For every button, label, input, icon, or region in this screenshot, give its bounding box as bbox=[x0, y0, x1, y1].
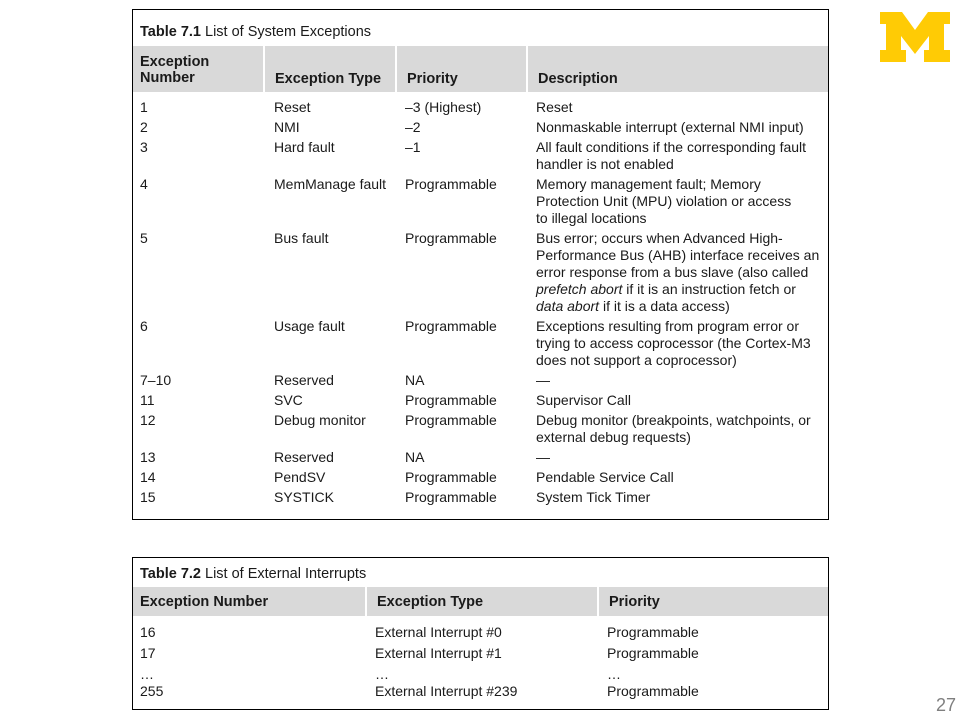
cell-type: MemManage fault bbox=[274, 176, 387, 192]
table-row bbox=[133, 624, 828, 645]
cell-priority: –2 bbox=[405, 119, 421, 135]
system-exceptions-table bbox=[132, 9, 829, 520]
description-line: trying to access coprocessor (the Cortex-M3 bbox=[536, 335, 811, 351]
cell-priority: NA bbox=[405, 449, 425, 465]
cell-type: Reset bbox=[274, 99, 311, 115]
table-row bbox=[133, 469, 828, 489]
cell-description bbox=[536, 119, 822, 136]
cell-number: 1 bbox=[140, 99, 148, 115]
description-line: Memory management fault; Memory bbox=[536, 176, 761, 192]
cell-priority: Programmable bbox=[607, 624, 699, 640]
cell-priority: Programmable bbox=[405, 412, 497, 428]
cell-description bbox=[536, 230, 822, 315]
cell-number: 16 bbox=[140, 624, 156, 640]
table-row bbox=[133, 412, 828, 449]
table-row bbox=[133, 99, 828, 119]
description-line: handler is not enabled bbox=[536, 156, 674, 172]
cell-description bbox=[536, 469, 822, 486]
cell-type: Reserved bbox=[274, 372, 334, 388]
description-line: Bus error; occurs when Advanced High- bbox=[536, 230, 783, 246]
cell-number: 12 bbox=[140, 412, 156, 428]
table-row bbox=[133, 666, 828, 683]
table-body bbox=[133, 624, 828, 704]
cell-priority: –3 (Highest) bbox=[405, 99, 482, 115]
table-row bbox=[133, 449, 828, 469]
italic-term: prefetch abort bbox=[536, 281, 623, 297]
description-line: — bbox=[536, 449, 550, 465]
cell-description bbox=[536, 449, 822, 466]
description-line: to illegal locations bbox=[536, 210, 647, 226]
cell-priority: Programmable bbox=[405, 489, 497, 505]
description-line: Nonmaskable interrupt (external NMI input) bbox=[536, 119, 804, 135]
description-line: prefetch abort if it is an instruction fetch or bbox=[536, 281, 796, 297]
description-line: Supervisor Call bbox=[536, 392, 631, 408]
cell-number: 13 bbox=[140, 449, 156, 465]
description-line: Protection Unit (MPU) violation or access bbox=[536, 193, 792, 209]
table-row bbox=[133, 392, 828, 412]
cell-number: 5 bbox=[140, 230, 148, 246]
header-priority: Priority bbox=[597, 587, 828, 616]
table-header bbox=[133, 46, 828, 92]
description-line: Exceptions resulting from program error or bbox=[536, 318, 799, 334]
caption-title: List of System Exceptions bbox=[205, 24, 372, 40]
table-row bbox=[133, 176, 828, 230]
external-interrupts-table bbox=[132, 557, 829, 710]
cell-type: External Interrupt #1 bbox=[375, 645, 502, 661]
cell-type: Hard fault bbox=[274, 139, 335, 155]
cell-number: 6 bbox=[140, 318, 148, 334]
block-m-shape bbox=[880, 12, 950, 62]
cell-type: PendSV bbox=[274, 469, 326, 485]
cell-priority: Programmable bbox=[607, 645, 699, 661]
cell-number: 15 bbox=[140, 489, 156, 505]
page-number: 27 bbox=[935, 695, 956, 715]
description-line: Debug monitor (breakpoints, watchpoints, or bbox=[536, 412, 811, 428]
cell-number: 14 bbox=[140, 469, 156, 485]
cell-priority: Programmable bbox=[405, 469, 497, 485]
cell-description bbox=[536, 99, 822, 116]
cell-type: Reserved bbox=[274, 449, 334, 465]
table-row bbox=[133, 139, 828, 176]
cell-number: 2 bbox=[140, 119, 148, 135]
description-line: Pendable Service Call bbox=[536, 469, 674, 485]
caption-title: List of External Interrupts bbox=[205, 566, 367, 582]
header-exception-type: Exception Type bbox=[365, 587, 597, 616]
description-line: System Tick Timer bbox=[536, 489, 651, 505]
table-row bbox=[133, 119, 828, 139]
cell-priority: Programmable bbox=[405, 176, 497, 192]
description-line: error response from a bus slave (also called bbox=[536, 264, 809, 280]
header-exception-type: Exception Type bbox=[263, 46, 395, 92]
table-row bbox=[133, 645, 828, 666]
cell-description bbox=[536, 139, 822, 173]
cell-type: SYSTICK bbox=[274, 489, 334, 505]
cell-priority: –1 bbox=[405, 139, 421, 155]
description-line: Reset bbox=[536, 99, 573, 115]
header-line: Number bbox=[140, 70, 195, 86]
description-line: All fault conditions if the corresponding fault bbox=[536, 139, 807, 155]
table-row bbox=[133, 489, 828, 509]
table-row bbox=[133, 372, 828, 392]
description-line: does not support a coprocessor) bbox=[536, 352, 737, 368]
table-row bbox=[133, 230, 828, 318]
description-line: external debug requests) bbox=[536, 429, 691, 445]
table-body bbox=[133, 99, 828, 509]
cell-priority: NA bbox=[405, 372, 425, 388]
italic-term: data abort bbox=[536, 298, 600, 314]
cell-description bbox=[536, 412, 822, 446]
cell-number: … bbox=[140, 666, 154, 682]
table-row bbox=[133, 683, 828, 704]
cell-number: 3 bbox=[140, 139, 148, 155]
table-caption bbox=[140, 566, 366, 582]
cell-description bbox=[536, 489, 822, 506]
cell-type: NMI bbox=[274, 119, 300, 135]
cell-number: 255 bbox=[140, 683, 164, 699]
cell-number: 7–10 bbox=[140, 372, 172, 388]
university-logo bbox=[880, 12, 950, 62]
cell-description bbox=[536, 318, 822, 369]
cell-number: 17 bbox=[140, 645, 156, 661]
cell-description bbox=[536, 392, 822, 409]
table-row bbox=[133, 318, 828, 372]
caption-number: Table 7.2 bbox=[140, 566, 201, 582]
cell-number: 4 bbox=[140, 176, 148, 192]
description-line: Performance Bus (AHB) interface receives an bbox=[536, 247, 820, 263]
cell-description bbox=[536, 372, 822, 389]
table-caption bbox=[140, 24, 371, 40]
table-header bbox=[133, 587, 828, 616]
header-exception-number bbox=[133, 46, 263, 92]
description-line: data abort if it is a data access) bbox=[536, 298, 730, 314]
cell-priority: Programmable bbox=[405, 230, 497, 246]
cell-type: Bus fault bbox=[274, 230, 329, 246]
cell-type: Usage fault bbox=[274, 318, 345, 334]
cell-type: External Interrupt #239 bbox=[375, 683, 518, 699]
cell-priority: Programmable bbox=[607, 683, 699, 699]
header-description: Description bbox=[526, 46, 828, 92]
cell-priority: … bbox=[607, 666, 621, 682]
description-line: — bbox=[536, 372, 550, 388]
cell-description bbox=[536, 176, 822, 227]
header-priority: Priority bbox=[395, 46, 526, 92]
cell-priority: Programmable bbox=[405, 318, 497, 334]
cell-type: … bbox=[375, 666, 389, 682]
header-exception-number: Exception Number bbox=[140, 594, 269, 610]
cell-priority: Programmable bbox=[405, 392, 497, 408]
caption-number: Table 7.1 bbox=[140, 24, 201, 40]
header-line: Exception bbox=[140, 54, 210, 70]
cell-type: External Interrupt #0 bbox=[375, 624, 502, 640]
cell-type: SVC bbox=[274, 392, 303, 408]
cell-type: Debug monitor bbox=[274, 412, 366, 428]
cell-number: 11 bbox=[140, 392, 155, 408]
